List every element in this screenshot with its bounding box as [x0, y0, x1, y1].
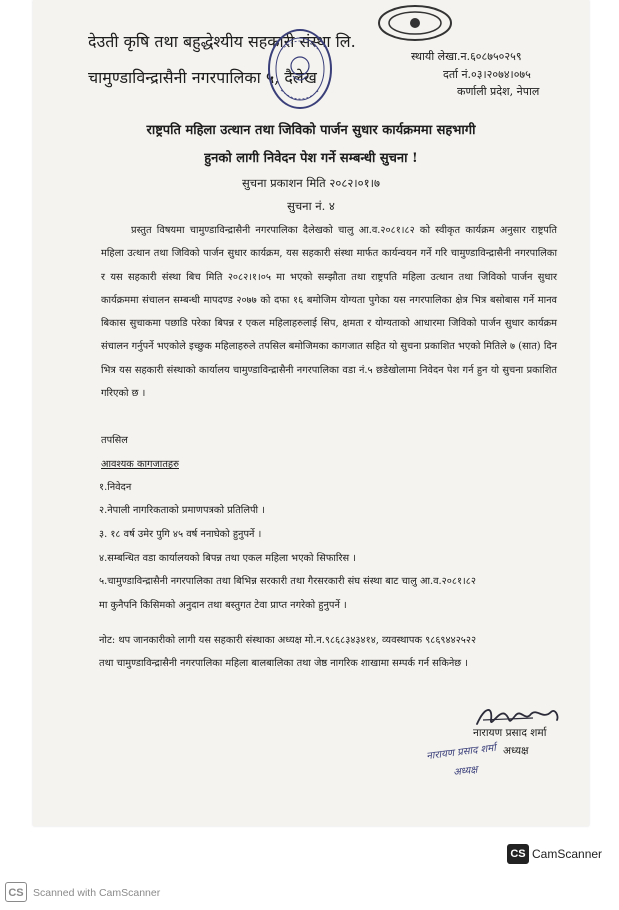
required-doc-item: ५.चामुण्डाविन्द्रासैनी नगरपालिका तथा बिभिन्न सरकारी तथा गैरसरकारी संघ संस्था बाट चालु आ.व.२०८१।८२	[99, 576, 476, 587]
organization-address: चामुण्डाविन्द्रासैनी नगरपालिका ५, दैलेख	[88, 68, 317, 87]
round-seal	[267, 28, 333, 110]
required-doc-item: ३. १८ वर्ष उमेर पुगि ४५ वर्ष ननाघेको हुनुपर्ने ।	[99, 529, 262, 540]
signatory-name: नारायण प्रसाद शर्मा	[473, 727, 547, 739]
notice-body: प्रस्तुत विषयमा चामुण्डाविन्द्रासैनी नगरपालिका दैलेखको चालु आ.व.२०८१।८२ को स्वीकृत कार्यक्रम अनुसार राष्ट्रपति महिला उत्थान तथा जिविको पार्जन सुधार कार्यक्रम, यस सहकारी संस्था मार्फत कार्यन्वयन गर्ने गरि चामुण्डाविन्द्रासैनी नगरपालिका र यस सहकारी संस्था बिच मिति २०८२।१।०५ मा भएको सम्झौता तथा राष्ट्रपति महिला उत्थान तथा जिविको पार्जन सुधार कार्यक्रममा संचालन सम्बन्धी मापदण्ड २०७७ को दफा १६ बमोजिम योग्यता पुगेका यस नगरपालिका क्षेत्र भित्र बसोबास गर्ने मानव बिकास सुचाकमा पछाडि परेका बिपन्न र एकल महिलाहरुलाई सिप, क्षमता र योग्यताको आधारमा जिविको पार्जन सुधार कार्यक्रम संचालन गर्नुपर्ने भएकोले इच्छुक महिलाहरुले तपसिल बमोजिमका कागजात सहित यो सुचना प्रकाशित भएको मितिले ७ (सात) दिन भित्र यस सहकारी संस्थाको कार्यालय चामुण्डाविन्द्रासैनी नगरपालिका वडा नं.५ छडेखोलामा निवेदन पेश गर्न हुन यो सुचना प्रकाशित गरिएको छ ।	[101, 225, 557, 400]
stamp-signatory-name: नारायण प्रसाद शर्मा	[425, 742, 497, 763]
organization-name: देउती कृषि तथा बहुद्धेश्यीय सहकारी संस्था लि.	[88, 32, 356, 51]
tapsil-label: तपसिल	[101, 435, 128, 446]
province-label: कर्णाली प्रदेश, नेपाल	[457, 85, 540, 98]
camscanner-label: CamScanner	[532, 847, 603, 861]
oval-stamp	[377, 4, 453, 42]
registration-number: स्थायी लेखा.न.६०८७५०२५९	[411, 50, 522, 63]
publication-date: सुचना प्रकाशन मिति २०८२।०१।७	[242, 176, 380, 190]
required-doc-item-continued: मा कुनैपनि किसिमको अनुदान तथा बस्तुगत टेवा प्राप्त नगरेको हुनुपर्ने ।	[99, 600, 347, 611]
required-docs-heading: आवश्यक कागजातहरु	[101, 459, 179, 470]
required-doc-item: ४.सम्बन्धित वडा कार्यालयको बिपन्न तथा एकल महिला भएको सिफारिस ।	[99, 553, 356, 564]
camscanner-small-logo-icon: CS	[5, 882, 27, 902]
note-line2: तथा चामुण्डाविन्द्रासैनी नगरपालिका महिला बालबालिका तथा जेष्ठ नागरिक शाखामा सम्पर्क गर्न सकिनेछ ।	[99, 658, 468, 669]
required-doc-item: २.नेपाली नागरिकताको प्रमाणपत्रको प्रतिलिपी ।	[99, 505, 265, 516]
notice-number: सुचना नं. ४	[287, 199, 335, 213]
signatory-role: अध्यक्ष	[503, 745, 529, 757]
scanned-with-label: Scanned with CamScanner	[33, 887, 161, 899]
stamp-signatory-role: अध्यक्ष	[452, 764, 479, 779]
note-line1: नोट: थप जानकारीको लागी यस सहकारी संस्थाका अध्यक्ष मो.न.९८६८३४३४१४, व्यवस्थापक ९८६९४४२५२२	[99, 635, 477, 646]
notice-title-line1: राष्ट्रपति महिला उत्थान तथा जिविको पार्जन सुधार कार्यक्रममा सहभागी	[146, 123, 476, 138]
dart-number: दर्ता नं.०३।२०७४।०७५	[443, 68, 531, 81]
camscanner-logo-icon: CS	[507, 844, 529, 864]
required-doc-item: १.निवेदन	[99, 482, 132, 493]
document-page	[33, 0, 589, 826]
notice-title-line2: हुनको लागी निवेदन पेश गर्ने सम्बन्धी सुचना !	[204, 151, 418, 166]
